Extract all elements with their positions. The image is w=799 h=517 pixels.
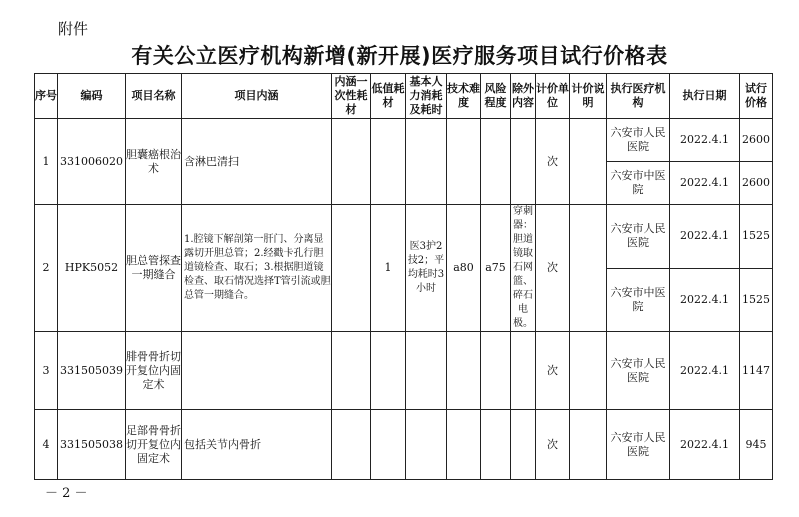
cell-disposable <box>332 410 371 480</box>
cell-name: 足部骨骨折切开复位内固定术 <box>126 410 182 480</box>
page-number: － 2 － <box>45 486 88 501</box>
cell-code: 331505039 <box>58 332 126 410</box>
cell-risk <box>481 332 511 410</box>
price-table <box>34 73 773 480</box>
cell-except <box>511 410 536 480</box>
cell-price: 2600 <box>740 162 773 205</box>
cell-unit: 次 <box>536 205 570 332</box>
cell-difficulty <box>447 410 481 480</box>
table-row <box>35 410 773 480</box>
cell-code: 331006020 <box>58 119 126 205</box>
cell-labor <box>406 410 447 480</box>
cell-note <box>570 119 607 205</box>
attachment-label: 附件 <box>58 20 89 38</box>
cell-content: 1.腔镜下解剖第一肝门、分离显露切开胆总管；2.经戳卡孔行胆道镜检查、取石；3.根据胆道镜检查、取石情况选择T管引流或胆总管一期缝合。 <box>182 205 332 332</box>
cell-labor <box>406 119 447 205</box>
header-institution: 执行医疗机构 <box>607 74 670 119</box>
cell-low-value <box>371 410 406 480</box>
table-row <box>35 205 773 269</box>
cell-risk <box>481 119 511 205</box>
cell-except: 穿刺器：胆道镜取石网篮、碎石电极。 <box>511 205 536 332</box>
cell-content: 含淋巴清扫 <box>182 119 332 205</box>
cell-name: 胆总管探查一期缝合 <box>126 205 182 332</box>
cell-low-value <box>371 332 406 410</box>
table-row <box>35 119 773 162</box>
header-note: 计价说明 <box>570 74 607 119</box>
cell-price: 2600 <box>740 119 773 162</box>
header-risk: 风险程度 <box>481 74 511 119</box>
cell-date: 2022.4.1 <box>670 119 740 162</box>
cell-low-value <box>371 119 406 205</box>
cell-unit: 次 <box>536 410 570 480</box>
cell-note <box>570 205 607 332</box>
cell-difficulty: a80 <box>447 205 481 332</box>
header-seq: 序号 <box>35 74 58 119</box>
cell-institution: 六安市人民医院 <box>607 410 670 480</box>
header-labor: 基本人力消耗及耗时 <box>406 74 447 119</box>
cell-risk <box>481 410 511 480</box>
header-price: 试行价格 <box>740 74 773 119</box>
header-name: 项目名称 <box>126 74 182 119</box>
cell-disposable <box>332 332 371 410</box>
cell-price: 1525 <box>740 205 773 269</box>
table-row <box>35 332 773 410</box>
cell-disposable <box>332 205 371 332</box>
cell-low-value: 1 <box>371 205 406 332</box>
cell-content: 包括关节内骨折 <box>182 410 332 480</box>
cell-price: 1525 <box>740 268 773 332</box>
cell-institution: 六安市中医院 <box>607 268 670 332</box>
cell-seq: 3 <box>35 332 58 410</box>
cell-except <box>511 332 536 410</box>
cell-code: HPK5052 <box>58 205 126 332</box>
cell-price: 1147 <box>740 332 773 410</box>
cell-price: 945 <box>740 410 773 480</box>
cell-difficulty <box>447 119 481 205</box>
cell-note <box>570 410 607 480</box>
header-date: 执行日期 <box>670 74 740 119</box>
cell-date: 2022.4.1 <box>670 410 740 480</box>
header-row <box>35 74 773 119</box>
cell-institution: 六安市人民医院 <box>607 205 670 269</box>
header-disposable: 内涵一次性耗材 <box>332 74 371 119</box>
cell-seq: 2 <box>35 205 58 332</box>
cell-difficulty <box>447 332 481 410</box>
header-difficulty: 技术难度 <box>447 74 481 119</box>
header-unit: 计价单位 <box>536 74 570 119</box>
cell-unit: 次 <box>536 119 570 205</box>
cell-labor: 医3护2技2；平均耗时3小时 <box>406 205 447 332</box>
document-title: 有关公立医疗机构新增(新开展)医疗服务项目试行价格表 <box>131 44 668 68</box>
cell-date: 2022.4.1 <box>670 268 740 332</box>
cell-unit: 次 <box>536 332 570 410</box>
cell-name: 腓骨骨折切开复位内固定术 <box>126 332 182 410</box>
cell-institution: 六安市中医院 <box>607 162 670 205</box>
cell-name: 胆囊癌根治术 <box>126 119 182 205</box>
cell-risk: a75 <box>481 205 511 332</box>
cell-seq: 4 <box>35 410 58 480</box>
cell-date: 2022.4.1 <box>670 205 740 269</box>
cell-date: 2022.4.1 <box>670 162 740 205</box>
header-code: 编码 <box>58 74 126 119</box>
cell-seq: 1 <box>35 119 58 205</box>
cell-disposable <box>332 119 371 205</box>
header-content: 项目内涵 <box>182 74 332 119</box>
cell-content <box>182 332 332 410</box>
cell-institution: 六安市人民医院 <box>607 332 670 410</box>
cell-code: 331505038 <box>58 410 126 480</box>
cell-date: 2022.4.1 <box>670 332 740 410</box>
header-except: 除外内容 <box>511 74 536 119</box>
cell-institution: 六安市人民医院 <box>607 119 670 162</box>
cell-note <box>570 332 607 410</box>
cell-except <box>511 119 536 205</box>
header-low-value: 低值耗材 <box>371 74 406 119</box>
cell-labor <box>406 332 447 410</box>
